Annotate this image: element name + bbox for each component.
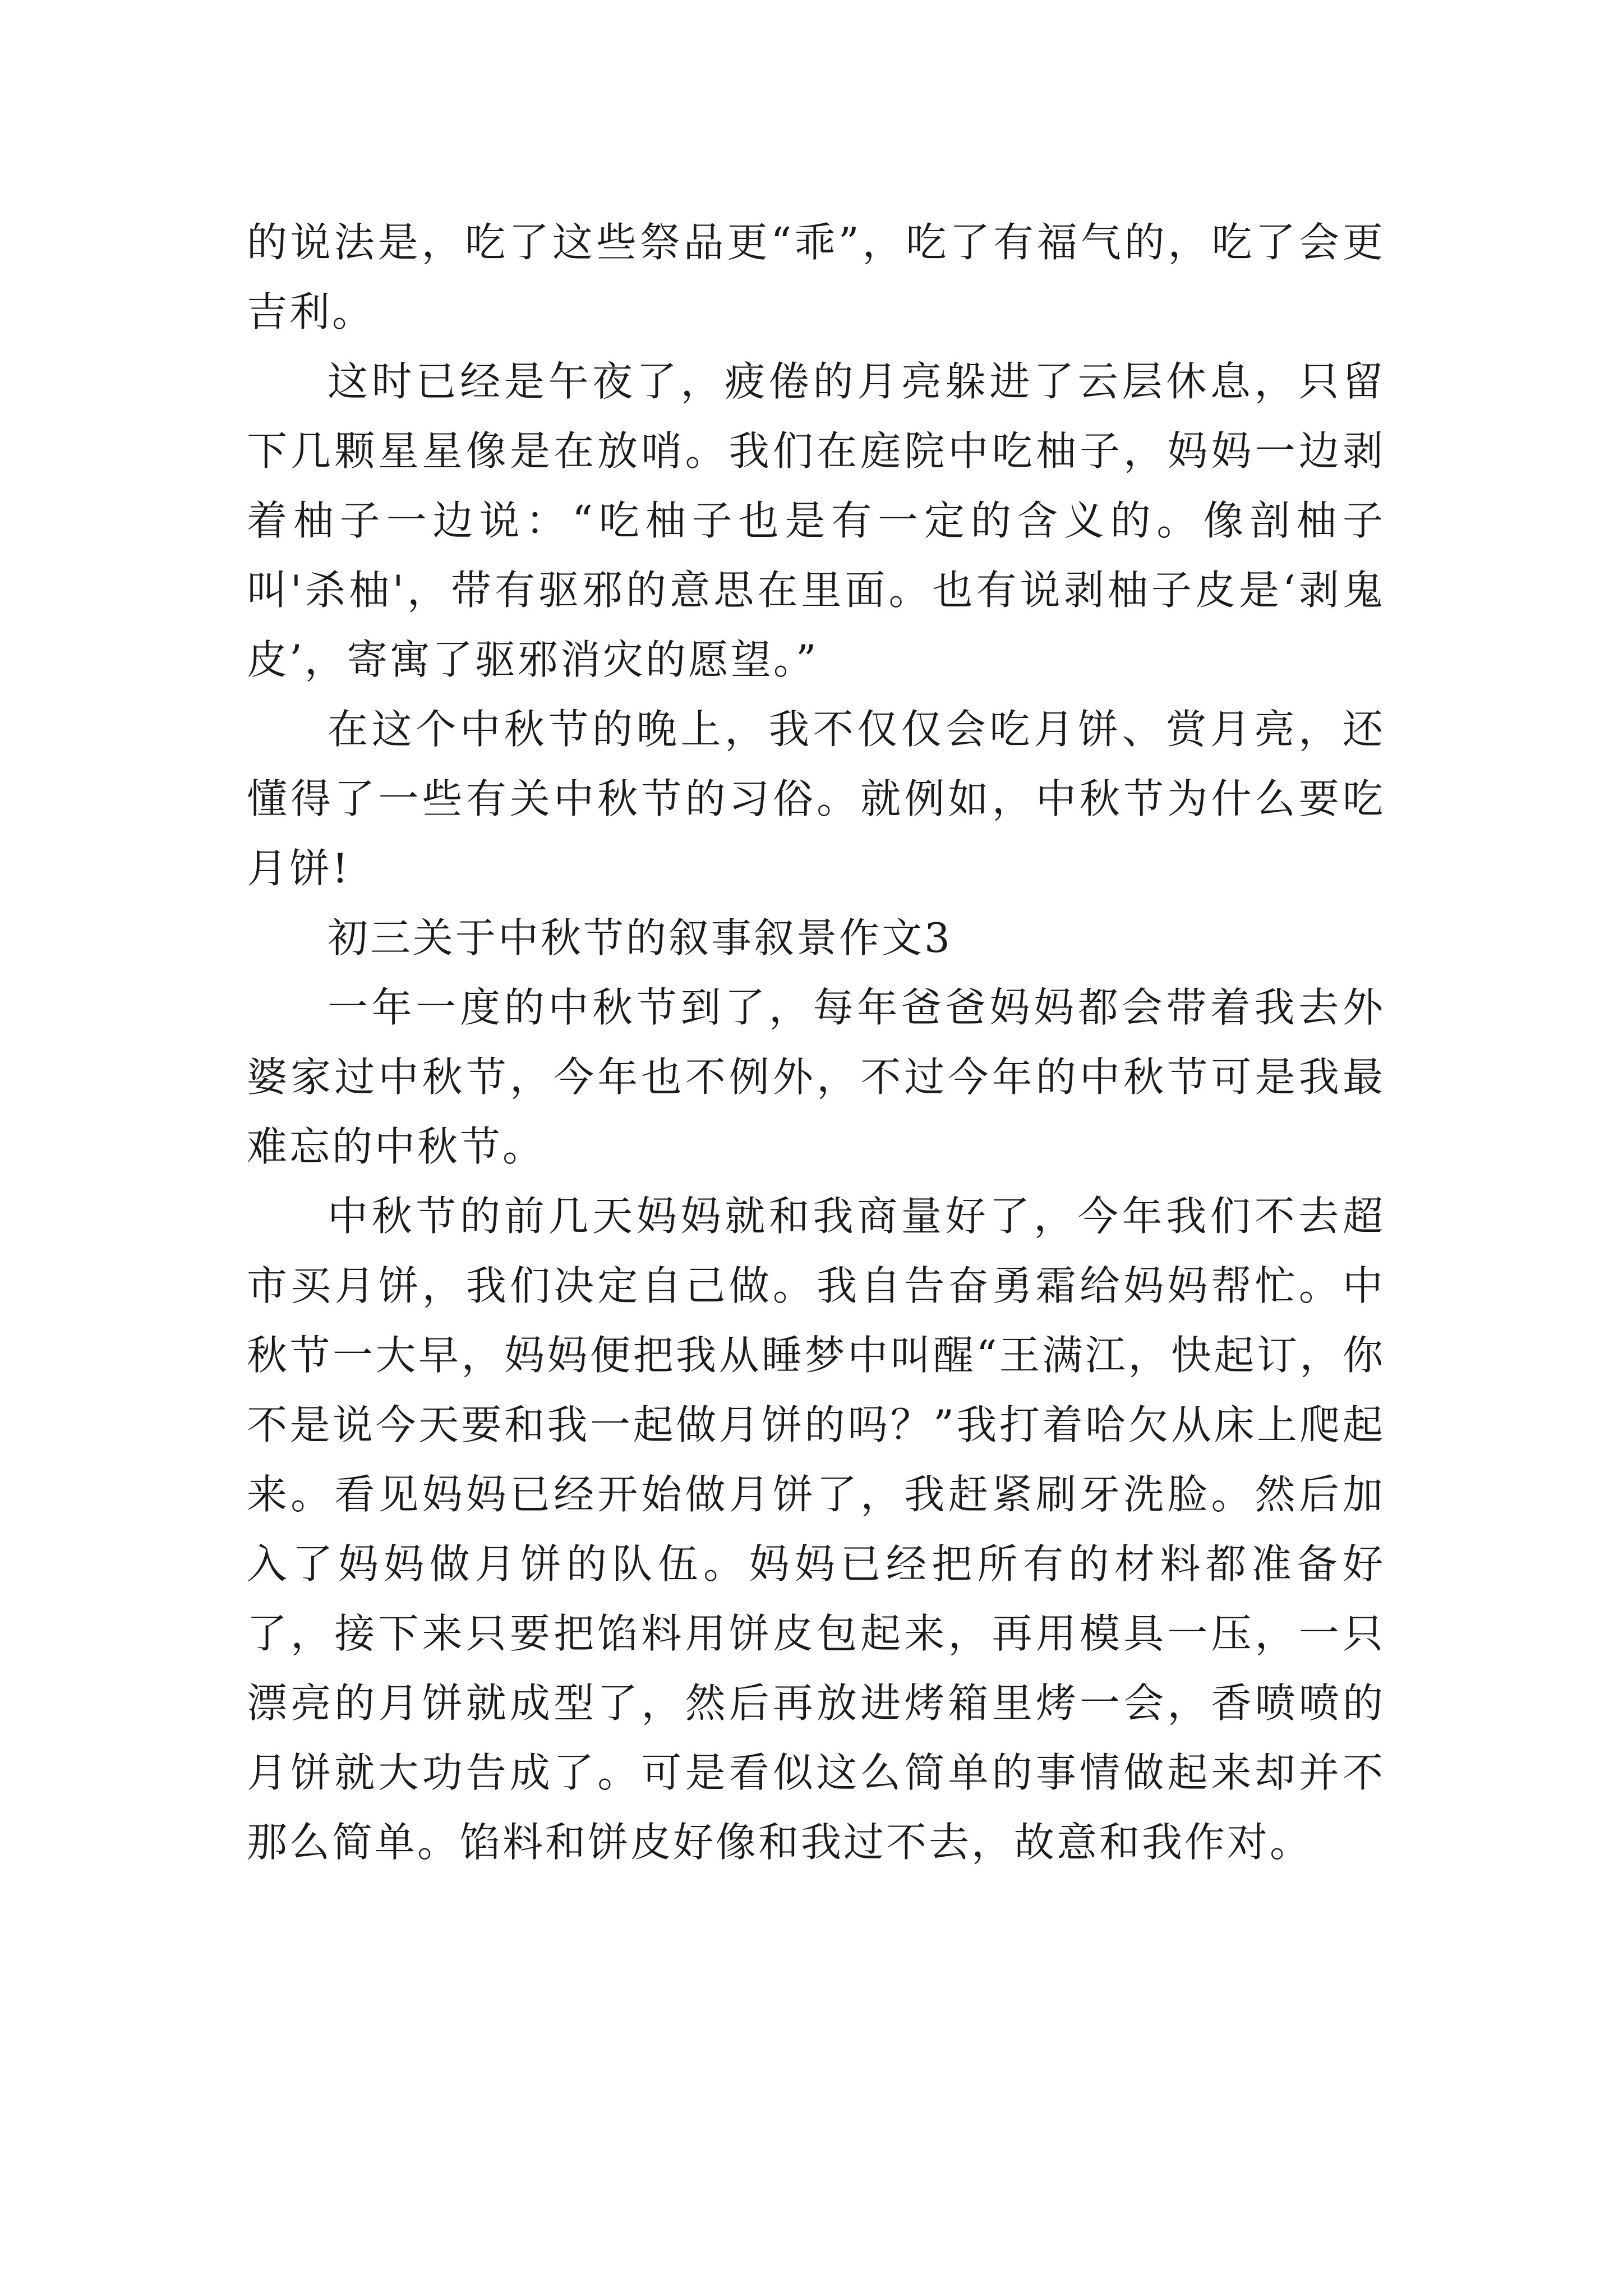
paragraph-customs: 在这个中秋节的晚上，我不仅仅会吃月饼、赏月亮，还懂得了一些有关中秋节的习俗。就例如，中秋节为什么要吃月饼! [247, 706, 1385, 892]
paragraph-midnight-pomelo: 这时已经是午夜了，疲倦的月亮躲进了云层休息，只留下几颗星星像是在放哨。我们在庭院中吃柚子，妈妈一边剥着柚子一边说：“吃柚子也是有一定的含义的。像剖柚子叫'杀柚'，带有驱邪的意思在里面。也有说剥柚子皮是‘剥鬼皮’，寄寓了驱邪消灾的愿望。” [247, 358, 1385, 683]
essay-body [247, 208, 1385, 1877]
paragraph-continued: 的说法是，吃了这些祭品更“乖”，吃了有福气的，吃了会更吉利。 [247, 219, 1385, 335]
essay-title: 初三关于中秋节的叙事叙景作文3 [328, 914, 952, 961]
paragraph-intro: 一年一度的中秋节到了，每年爸爸妈妈都会带着我去外婆家过中秋节，今年也不例外，不过今年的中秋节可是我最难忘的中秋节。 [247, 984, 1385, 1170]
paragraph-making-mooncakes: 中秋节的前几天妈妈就和我商量好了，今年我们不去超市买月饼，我们决定自己做。我自告奋勇霜给妈妈帮忙。中秋节一大早，妈妈便把我从睡梦中叫醒“王满江，快起订，你不是说今天要和我一起做月饼的吗？”我打着哈欠从床上爬起来。看见妈妈已经开始做月饼了，我赶紧刷牙洗脸。然后加入了妈妈做月饼的队伍。妈妈已经把所有的材料都准备好了，接下来只要把馅料用饼皮包起来，再用模具一压，一只漂亮的月饼就成型了，然后再放进烤箱里烤一会，香喷喷的月饼就大功告成了。可是看似这么简单的事情做起来却并不那么简单。馅料和饼皮好像和我过不去，故意和我作对。 [247, 1193, 1385, 1866]
